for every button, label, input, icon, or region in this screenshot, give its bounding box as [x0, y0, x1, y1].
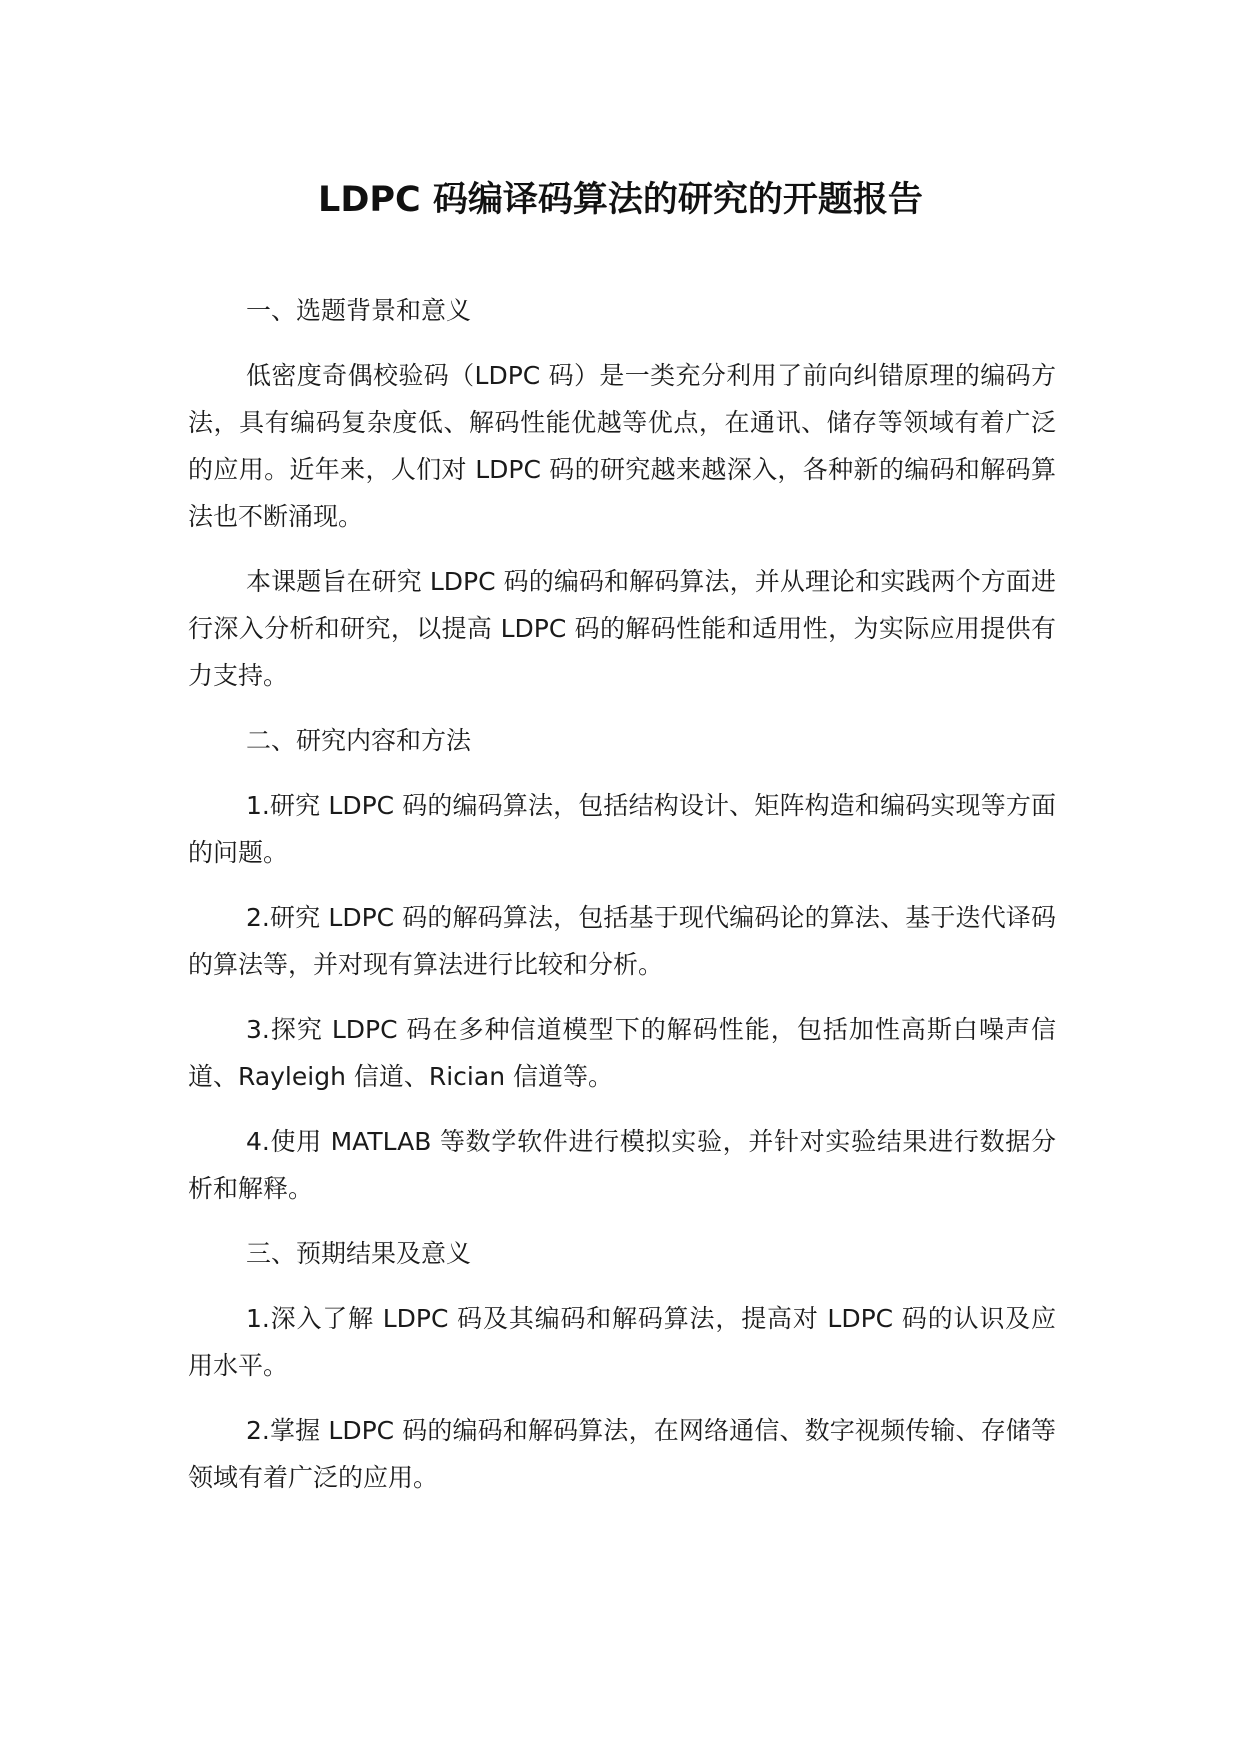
list-item-application: 2.掌握 LDPC 码的编码和解码算法，在网络通信、数字视频传输、存储等领域有着广泛的应用。	[188, 1416, 1056, 1492]
section-heading-expected-results: 三、预期结果及意义	[246, 1239, 472, 1268]
list-item-channel-models: 3.探究 LDPC 码在多种信道模型下的解码性能，包括加性高斯白噪声信道、Rayleigh 信道、Rician 信道等。	[188, 1015, 1056, 1091]
paragraph-research-goal: 本课题旨在研究 LDPC 码的编码和解码算法，并从理论和实践两个方面进行深入分析和研究，以提高 LDPC 码的解码性能和适用性，为实际应用提供有力支持。	[188, 567, 1056, 690]
document-body	[188, 287, 1056, 1519]
section-heading-background: 一、选题背景和意义	[246, 296, 472, 325]
section-heading-content-methods: 二、研究内容和方法	[246, 726, 472, 755]
list-item-understanding: 1.深入了解 LDPC 码及其编码和解码算法，提高对 LDPC 码的认识及应用水平。	[188, 1304, 1056, 1380]
list-item-matlab-simulation: 4.使用 MATLAB 等数学软件进行模拟实验，并针对实验结果进行数据分析和解释。	[188, 1127, 1056, 1203]
list-item-encoding-algorithm: 1.研究 LDPC 码的编码算法，包括结构设计、矩阵构造和编码实现等方面的问题。	[188, 791, 1056, 867]
document-title: LDPC 码编译码算法的研究的开题报告	[318, 180, 923, 220]
list-item-decoding-algorithm: 2.研究 LDPC 码的解码算法，包括基于现代编码论的算法、基于迭代译码的算法等，并对现有算法进行比较和分析。	[188, 903, 1056, 979]
paragraph-ldpc-intro: 低密度奇偶校验码（LDPC 码）是一类充分利用了前向纠错原理的编码方法，具有编码复杂度低、解码性能优越等优点，在通讯、储存等领域有着广泛的应用。近年来，人们对 LDPC 码的研究越来越深入，各种新的编码和解码算法也不断涌现。	[188, 361, 1056, 531]
